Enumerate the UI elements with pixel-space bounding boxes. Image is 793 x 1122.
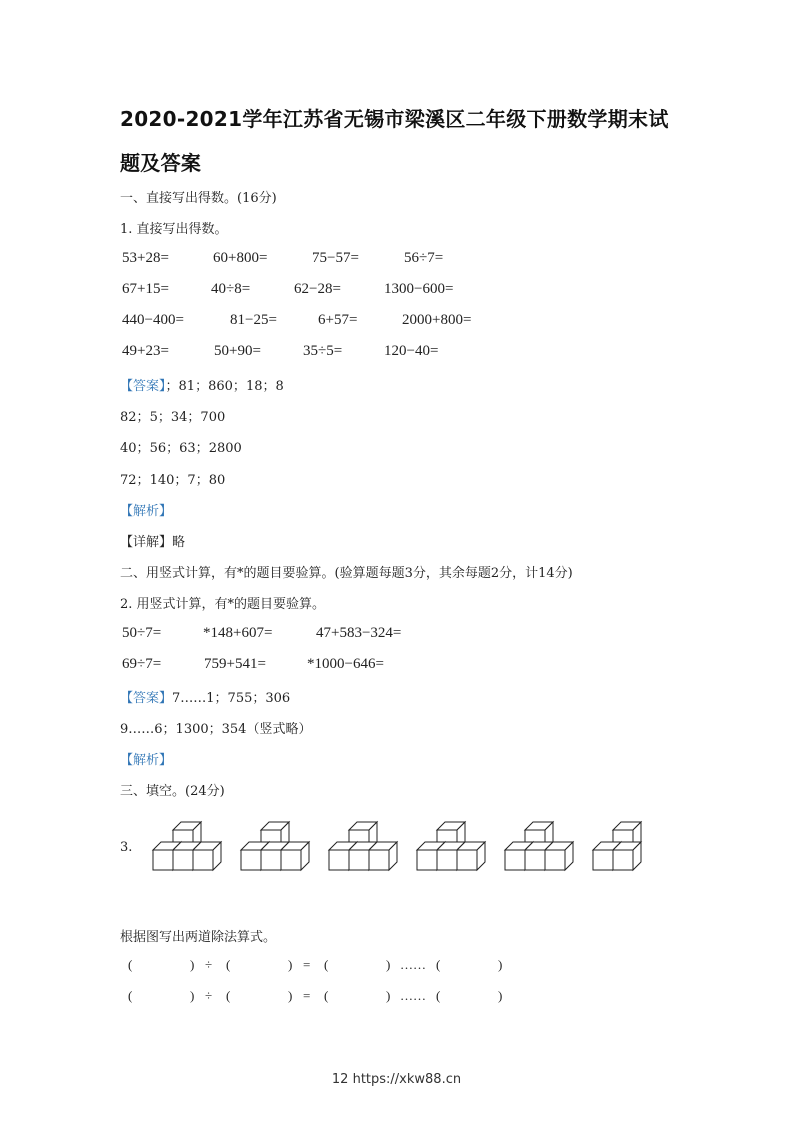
blank-close: ): [498, 988, 503, 1003]
answer-value: ； 18: [233, 379, 263, 394]
divide-sign: ÷: [205, 957, 213, 972]
remainder-sign: ……: [400, 957, 426, 972]
blank-close: ): [386, 988, 391, 1003]
analysis-tag-1: [120, 500, 172, 519]
answer-value: ； 80: [196, 473, 226, 488]
exercise: 40÷8=: [211, 281, 251, 297]
cube-groups-figure: [150, 818, 650, 872]
answer-line-6: 9……6；1300；354（竖式略）: [120, 722, 312, 737]
equals-sign: =: [303, 957, 311, 972]
analysis-tag-2: [120, 749, 172, 768]
exercise: 69÷7=: [122, 656, 162, 672]
answer-value: 81: [178, 379, 196, 394]
blank-close: ): [190, 957, 195, 972]
blank-close: ): [498, 957, 503, 972]
answer-tag: 【答案】: [120, 379, 166, 394]
answer-value: ； 63: [166, 441, 196, 456]
blank-close: ): [190, 988, 195, 1003]
exercise: 759+541=: [204, 656, 266, 672]
exercise: 120−40=: [384, 343, 439, 359]
answer-value: 40: [120, 441, 137, 456]
answer-text: 7……1；755；306: [172, 691, 291, 706]
answer-value: ； 140: [137, 473, 175, 488]
question2-label: 2. 用竖式计算，有*的题目要验算。: [120, 597, 326, 612]
blank-close: ): [386, 957, 391, 972]
answer-value: ； 2800: [196, 441, 242, 456]
remainder-sign: ……: [400, 988, 426, 1003]
exercise: 2000+800=: [402, 312, 472, 328]
exercise: 81−25=: [230, 312, 277, 328]
answer-value: ； 700: [187, 410, 225, 425]
exercise: 440−400=: [122, 312, 184, 328]
blank-open: (: [436, 988, 441, 1003]
section1-heading: 一、直接写出得数。(16分): [120, 191, 277, 206]
cube-group-last: [593, 822, 641, 870]
document-title-line1: 2020-2021学年江苏省无锡市梁溪区二年级下册数学期末试: [120, 107, 669, 131]
exercise: 62−28=: [294, 281, 341, 297]
exercise: 1300−600=: [384, 281, 454, 297]
blank-close: ): [288, 957, 293, 972]
cube-group: [241, 822, 309, 870]
cube-group: [329, 822, 397, 870]
exercise: 35÷5=: [303, 343, 343, 359]
equals-sign: =: [303, 988, 311, 1003]
answer-value: ； 8: [262, 379, 283, 394]
exercise: *1000−646=: [307, 656, 384, 672]
exercise: 47+583−324=: [316, 625, 402, 641]
exercise: 50+90=: [214, 343, 261, 359]
analysis-label: 【解析】: [120, 753, 173, 768]
blank-open: (: [128, 988, 133, 1003]
analysis-label: 【解析】: [120, 504, 173, 519]
answer-line-1: [120, 375, 284, 394]
exercise: 75−57=: [312, 250, 359, 266]
cube-group: [417, 822, 485, 870]
answer-value: ； 56: [137, 441, 167, 456]
exercise: 53+28=: [122, 250, 169, 266]
section2-heading: 二、用竖式计算，有*的题目要验算。(验算题每题3分，其余每题2分，计14分): [120, 566, 573, 581]
blank-open: (: [324, 988, 329, 1003]
cube-group: [505, 822, 573, 870]
detail-line: [120, 531, 185, 550]
exercise: 60+800=: [213, 250, 268, 266]
document-title-line2: 题及答案: [120, 151, 202, 175]
section3-heading: 三、填空。(24分): [120, 784, 225, 799]
answer-value: ； 7: [174, 473, 195, 488]
answer-value: ； 860: [195, 379, 233, 394]
answer-line-3: [120, 437, 242, 456]
question3-instruction: 根据图写出两道除法算式。: [120, 930, 277, 945]
blank-open: (: [324, 957, 329, 972]
exercise: 49+23=: [122, 343, 169, 359]
answer-value: 82: [120, 410, 137, 425]
answer-value: ； 5: [137, 410, 158, 425]
exercise: 56÷7=: [404, 250, 444, 266]
detail-tag: 【详解】: [120, 535, 173, 550]
blank-open: (: [226, 988, 231, 1003]
blank-open: (: [436, 957, 441, 972]
question1-label: 1. 直接写出得数。: [120, 222, 228, 237]
blank-open: (: [226, 957, 231, 972]
blank-close: ): [288, 988, 293, 1003]
exercise: *148+607=: [203, 625, 273, 641]
page-footer: [0, 1072, 793, 1087]
detail-text: 略: [172, 535, 186, 550]
cube-group: [153, 822, 221, 870]
answer-tag: 【答案】: [120, 691, 173, 706]
answer-value: ； 34: [158, 410, 188, 425]
exercise: 6+57=: [318, 312, 358, 328]
answer-value: 72: [120, 473, 137, 488]
answer-line-4: [120, 469, 225, 488]
footer-link[interactable]: https://xkw88.cn: [352, 1072, 462, 1087]
answer-line-5: [120, 687, 290, 706]
exercise: 50÷7=: [122, 625, 162, 641]
answer-line-2: [120, 406, 225, 425]
question3-number: 3.: [120, 840, 133, 855]
exercise: 67+15=: [122, 281, 169, 297]
blank-open: (: [128, 957, 133, 972]
page-number: 12: [331, 1072, 349, 1087]
divide-sign: ÷: [205, 988, 213, 1003]
